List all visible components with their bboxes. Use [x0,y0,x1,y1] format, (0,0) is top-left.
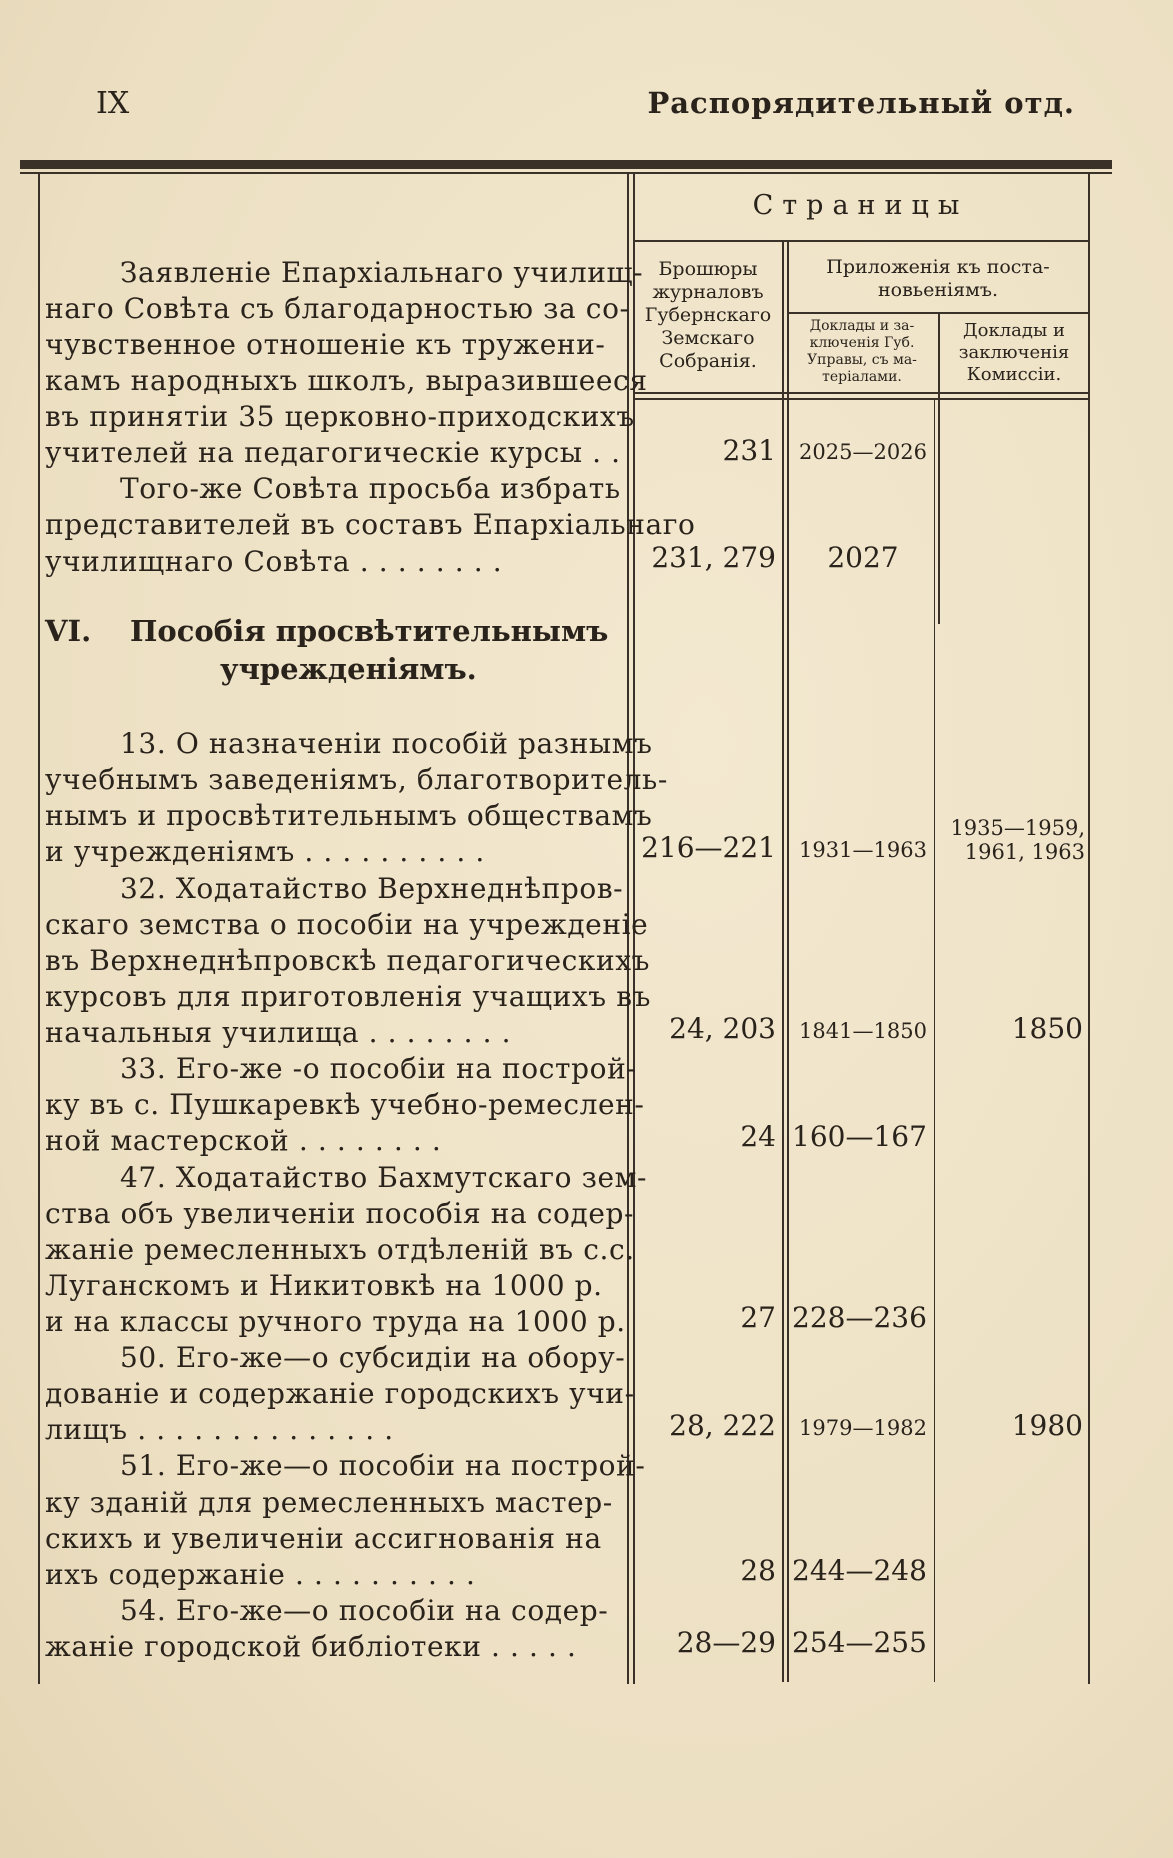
text-line: Того-же Совѣта просьба избрать [120,472,621,505]
text-line: жаніе ремесленныхъ отдѣленій въ с.с. [45,1233,635,1266]
left-border [38,174,40,1684]
text-line: лищъ . . . . . . . . . . . . . . [45,1413,394,1446]
divider-col1 [782,242,784,1682]
cell-brochure: 28—29 [676,1626,776,1659]
text-line: чувственное отношеніе къ тружени- [45,328,606,361]
cell-commission: 1980 [1011,1409,1083,1442]
cell-brochure: 216—221 [641,831,776,864]
text-line: начальныя училища . . . . . . . . [45,1016,512,1049]
cell-brochure: 28, 222 [669,1409,776,1442]
cell-board: 1931—1963 [799,838,927,862]
cell-board: 254—255 [792,1626,927,1659]
text-line: представителей въ составъ Епархіальнаго [45,508,696,541]
text-line: 51. Его-же—о пособіи на построй- [120,1449,646,1482]
cell-board: 160—167 [792,1120,927,1153]
text-line: учебнымъ заведеніямъ, благотворитель- [45,763,668,796]
text-line: ку въ с. Пушкаревкѣ учебно-ремеслен- [45,1088,645,1121]
text-line: и учрежденіямъ . . . . . . . . . . [45,835,485,868]
text-line: наго Совѣта съ благодарностью за со- [45,292,630,325]
text-line: скаго земства о пособіи на учрежденіе [45,908,649,941]
col-appendix-heading: Приложенія къ поста- новьеніямъ. [826,256,1050,301]
text-line: скихъ и увеличеніи ассигнованія на [45,1522,602,1555]
page-number: IX [96,86,130,121]
cell-brochure: 231, 279 [651,541,776,574]
text-line: камъ народныхъ школъ, выразившееся [45,364,648,397]
text-line: 13. О назначеніи пособій разнымъ [120,727,653,760]
head-rule-2 [787,312,1088,314]
cell-board: 228—236 [792,1301,927,1334]
section-title: учрежденіямъ. [220,652,477,686]
text-line: курсовъ для приготовленія учащихъ въ [45,980,651,1013]
text-line: училищнаго Совѣта . . . . . . . . [45,545,503,578]
text-line: и на классы ручного труда на 1000 р. [45,1305,626,1338]
head-rule-3 [633,392,1088,394]
text-line: 54. Его-же—о пособіи на содер- [120,1594,609,1627]
text-line: Луганскомъ и Никитовкѣ на 1000 р. [45,1269,603,1302]
head-rule-1 [633,240,1088,242]
text-line: Заявленіе Епархіальнаго училищ- [120,256,644,289]
right-border [1088,174,1090,1684]
top-rule [20,160,1112,169]
text-line: нымъ и просвѣтительнымъ обществамъ [45,799,653,832]
col-brochures-heading: Брошюры журналовъ Губернскаго Земскаго Собранія. [644,258,772,372]
text-line: ства объ увеличеніи пособія на содер- [45,1197,635,1230]
text-line: дованіе и содержаніе городскихъ учи- [45,1377,635,1410]
cell-brochure: 231 [722,434,776,467]
text-line: ихъ содержаніе . . . . . . . . . . [45,1558,476,1591]
cell-board: 2027 [827,541,899,574]
text-line: 47. Ходатайство Бахмутскаго зем- [120,1161,648,1194]
text-line: въ Верхнеднѣпровскѣ педагогическихъ [45,944,651,977]
cell-commission: 1961, 1963 [964,840,1085,864]
head-rule-4 [633,398,1088,400]
section-title: Пособія просвѣтительнымъ [130,614,609,648]
text-line: ку зданій для ремесленныхъ мастер- [45,1486,613,1519]
top-rule-thin [20,172,1112,174]
col-reports-commission-heading: Доклады и заключенія Комиссіи. [958,320,1070,385]
cell-board: 1841—1850 [799,1019,927,1043]
text-line: 50. Его-же—о субсидіи на обору- [120,1341,626,1374]
cell-board: 244—248 [792,1554,927,1587]
text-line: учителей на педагогическіе курсы . . [45,436,621,469]
cell-brochure: 27 [740,1301,776,1334]
cell-commission: 1850 [1011,1012,1083,1045]
cell-board: 2025—2026 [799,440,927,464]
cell-commission: 1935—1959, [950,816,1085,840]
section-number: VI. [45,614,92,648]
pages-heading: Страницы [752,190,969,221]
text-line: 32. Ходатайство Верхнеднѣпров- [120,872,624,905]
cell-brochure: 24 [740,1120,776,1153]
text-line: въ принятіи 35 церковно-приходскихъ [45,400,635,433]
text-line: 33. Его-же -о пособіи на построй- [120,1052,637,1085]
text-line: жаніе городской библіотеки . . . . . [45,1630,577,1663]
cell-brochure: 28 [740,1554,776,1587]
cell-board: 1979—1982 [799,1416,927,1440]
section-header: Распорядительный отд. [647,86,1075,120]
divider-col1b [787,242,789,1682]
cell-brochure: 24, 203 [669,1012,776,1045]
text-line: ной мастерской . . . . . . . . [45,1124,442,1157]
col-reports-board-heading: Доклады и за- ключенія Губ. Управы, съ ма- теріалами. [807,318,917,385]
